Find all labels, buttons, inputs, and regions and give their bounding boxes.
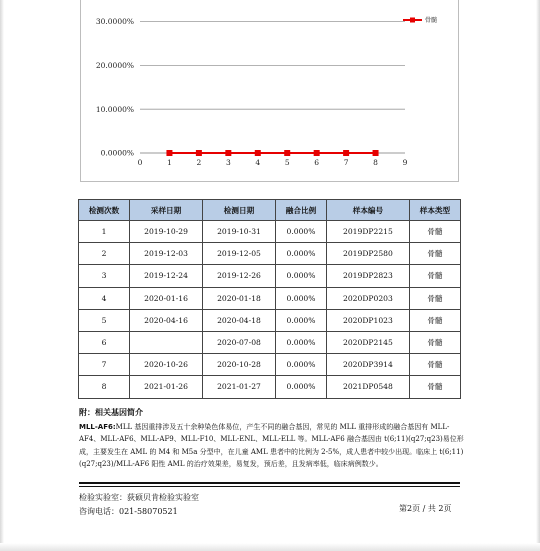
cell-fusion-ratio: 0.000%: [275, 243, 326, 265]
cell-sampling-date: 2020-01-16: [130, 287, 203, 309]
header-test-count: 检测次数: [79, 200, 130, 221]
footer-divider-thin: [79, 486, 460, 487]
data-point: [166, 150, 172, 156]
cell-sample-type: 骨髓: [409, 331, 460, 353]
data-point: [373, 150, 379, 156]
legend-label: 骨髓: [425, 17, 438, 24]
cell-test-date: 2021-01-27: [203, 376, 276, 398]
page-shadow-right: [536, 0, 540, 551]
data-point: [196, 150, 202, 156]
cell-test-count: 2: [79, 243, 130, 265]
footer-lab: 检验实验室：荻硕贝肯检验实验室: [79, 493, 199, 502]
table-row: [79, 221, 461, 243]
cell-test-count: 8: [79, 376, 130, 398]
x-tick-label: 1: [167, 158, 172, 167]
cell-test-date: 2019-10-31: [203, 221, 276, 243]
table-row: [79, 265, 461, 287]
header-sample-type: 样本类型: [409, 200, 460, 221]
cell-sample-type: 骨髓: [409, 376, 460, 398]
header-sampling-date: 采样日期: [130, 200, 203, 221]
cell-sample-id: 2020DP3914: [327, 354, 410, 376]
cell-sample-type: 骨髓: [409, 287, 460, 309]
table-row: [79, 331, 461, 353]
data-point: [314, 150, 320, 156]
y-tick-label: 20.0000%: [95, 61, 134, 70]
cell-test-date: 2020-07-08: [203, 331, 276, 353]
table-row: [79, 287, 461, 309]
cell-sampling-date: [130, 331, 203, 353]
header-sample-id: 样本编号: [327, 200, 410, 221]
cell-sample-id: 2021DP0548: [327, 376, 410, 398]
header-fusion-ratio: 融合比例: [275, 200, 326, 221]
cell-sample-type: 骨髓: [409, 309, 460, 331]
note-title: 附：相关基因简介: [79, 408, 143, 417]
y-tick-label: 0.0000%: [100, 148, 134, 158]
table-header-row: [79, 200, 461, 221]
x-tick-label: 8: [373, 158, 378, 167]
x-tick-label: 2: [196, 158, 202, 167]
monitoring-line-chart: [80, 0, 458, 182]
cell-sample-type: 骨髓: [409, 265, 460, 287]
cell-test-count: 1: [79, 221, 130, 243]
header-test-date: 检测日期: [203, 200, 276, 221]
cell-test-date: 2020-10-28: [203, 354, 276, 376]
cell-test-count: 6: [79, 331, 130, 353]
cell-sample-id: 2019DP2215: [327, 221, 410, 243]
x-tick-label: 7: [343, 158, 349, 167]
data-point: [255, 150, 261, 156]
cell-test-count: 3: [79, 265, 130, 287]
cell-sampling-date: 2019-12-24: [130, 265, 203, 287]
cell-sample-type: 骨髓: [409, 221, 460, 243]
cell-sampling-date: 2020-04-16: [130, 309, 203, 331]
cell-sample-type: 骨髓: [409, 243, 460, 265]
cell-fusion-ratio: 0.000%: [275, 309, 326, 331]
table-row: [79, 243, 461, 265]
cell-fusion-ratio: 0.000%: [275, 376, 326, 398]
page-bottom-shade: [0, 543, 540, 551]
cell-fusion-ratio: 0.000%: [275, 265, 326, 287]
cell-sample-id: 2019DP2823: [327, 265, 410, 287]
cell-sample-id: 2020DP1023: [327, 309, 410, 331]
y-tick-label: 10.0000%: [95, 104, 134, 114]
page-shadow-left: [0, 0, 4, 551]
cell-fusion-ratio: 0.000%: [275, 354, 326, 376]
table-row: [79, 309, 461, 331]
cell-test-date: 2020-01-18: [203, 287, 276, 309]
cell-test-date: 2019-12-26: [203, 265, 276, 287]
cell-sampling-date: 2021-01-26: [130, 376, 203, 398]
cell-fusion-ratio: 0.000%: [275, 287, 326, 309]
cell-sample-id: 2020DP0203: [327, 287, 410, 309]
x-tick-label: 4: [255, 158, 261, 167]
y-tick-label: 30.0000%: [95, 17, 134, 27]
gene-label: MLL-AF6:: [79, 423, 116, 431]
cell-test-count: 5: [79, 309, 130, 331]
x-tick-label: 0: [137, 158, 143, 167]
data-point: [284, 150, 290, 156]
cell-sample-type: 骨髓: [409, 354, 460, 376]
cell-fusion-ratio: 0.000%: [275, 331, 326, 353]
x-tick-label: 3: [225, 158, 231, 167]
cell-test-date: 2020-04-18: [203, 309, 276, 331]
x-tick-label: 5: [284, 158, 290, 167]
gene-description: [79, 421, 464, 470]
data-point: [343, 150, 349, 156]
cell-sample-id: 2019DP2580: [327, 243, 410, 265]
gene-description-text: MLL 基因重排涉及五十余种染色体易位，产生不同的融合基因，常见的 MLL 重排形成的融合基因有 MLL-AF4、MLL-AF6、MLL-AF9、MLL-F10、MLL-ENL、MLL-ELL 等。MLL-AF6 融合基因由 t(6;11)(q27;q23)易位形成，主要发生在 AML 的 M4 和 M5a 分型中，在儿童 AML 患者中的比例为 2-5%，成人患者中较少出现。临床上 t(6;11)(q27;q23)/MLL-AF6 阳性 AML 的治疗效果差，易复发，预后差，且发病率低，临床病例数少。: [79, 423, 464, 468]
table-row: [79, 376, 461, 398]
table-row: [79, 354, 461, 376]
cell-test-count: 4: [79, 287, 130, 309]
legend-marker: [410, 18, 415, 23]
footer-phone: 咨询电话：021-58070521: [79, 507, 178, 516]
cell-sampling-date: 2019-10-29: [130, 221, 203, 243]
data-point: [225, 150, 231, 156]
cell-sampling-date: 2020-10-26: [130, 354, 203, 376]
x-tick-label: 6: [314, 158, 320, 167]
cell-sample-id: 2020DP2145: [327, 331, 410, 353]
footer-page-number: 第2页 / 共 2页: [399, 504, 452, 513]
cell-test-date: 2019-12-05: [203, 243, 276, 265]
x-tick-label: 9: [402, 158, 408, 167]
cell-sampling-date: 2019-12-03: [130, 243, 203, 265]
cell-fusion-ratio: 0.000%: [275, 221, 326, 243]
footer-divider-thick: [79, 482, 460, 484]
cell-test-count: 7: [79, 354, 130, 376]
results-table: [78, 199, 461, 399]
